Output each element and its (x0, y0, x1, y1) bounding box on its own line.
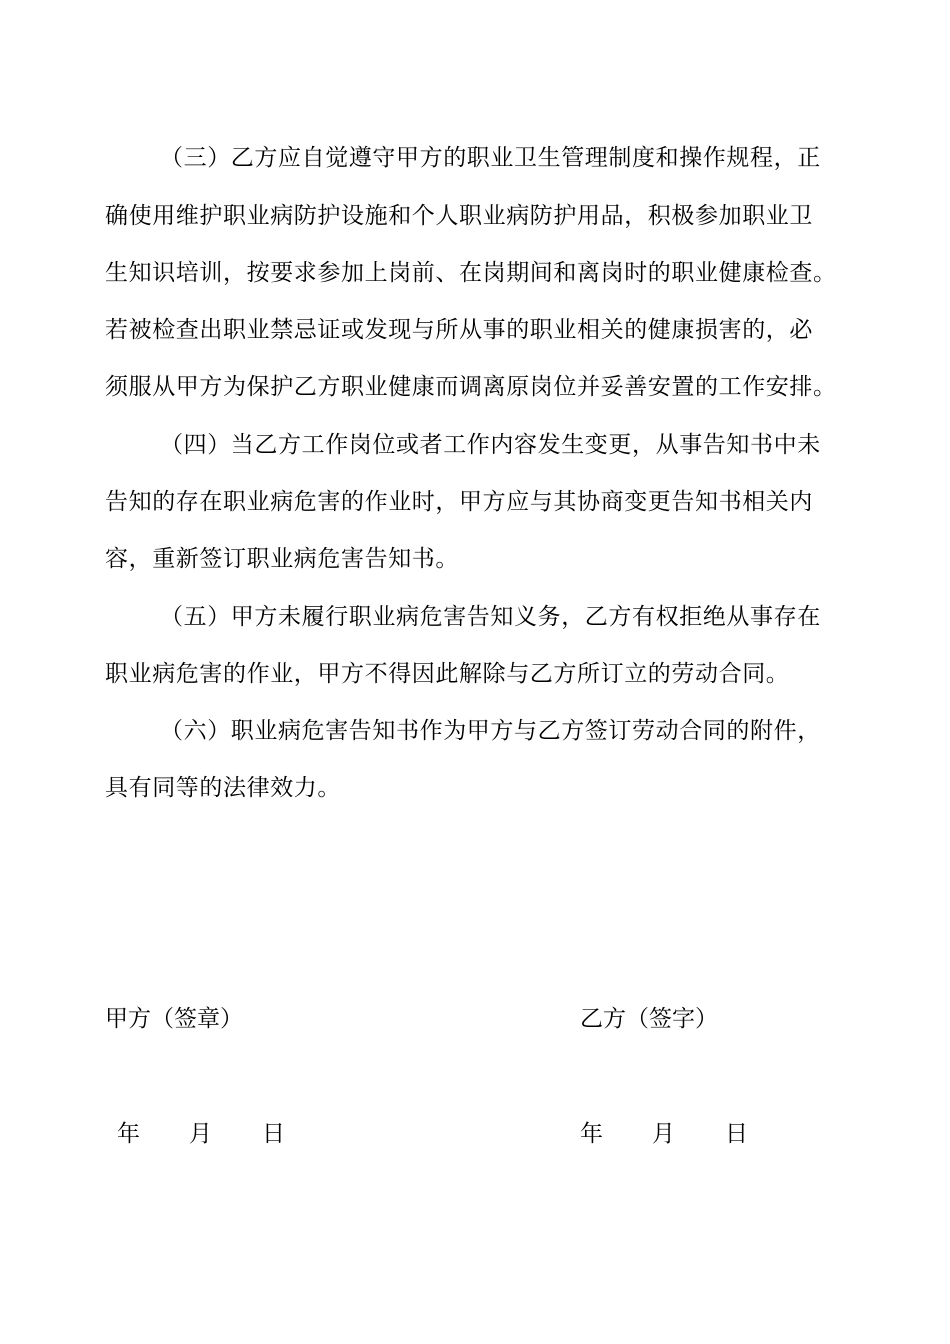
clause-4-line-2: 告知的存在职业病危害的作业时，甲方应与其协商变更告知书相关内 (105, 489, 813, 515)
clause-6-line-2: 具有同等的法律效力。 (105, 775, 341, 801)
clause-4-line-3: 容，重新签订职业病危害告知书。 (105, 546, 459, 572)
party-a-date-month: 月 (189, 1121, 212, 1147)
party-a-date-day: 日 (262, 1121, 285, 1147)
party-b-signature-label: 乙方（签字） (580, 1006, 718, 1032)
clause-3-line-4: 若被检查出职业禁忌证或发现与所从事的职业相关的健康损害的，必 (105, 317, 813, 343)
clause-3-line-2: 确使用维护职业病防护设施和个人职业病防护用品，积极参加职业卫 (105, 203, 813, 229)
party-b-date-year: 年 (580, 1121, 603, 1147)
party-b-date-month: 月 (652, 1121, 675, 1147)
party-a-signature-label: 甲方（签章） (105, 1006, 243, 1032)
party-b-date-day: 日 (725, 1121, 748, 1147)
party-a-date-year: 年 (117, 1121, 140, 1147)
clause-3-line-1: （三）乙方应自觉遵守甲方的职业卫生管理制度和操作规程，正 (160, 145, 821, 171)
clause-5-line-1: （五）甲方未履行职业病危害告知义务，乙方有权拒绝从事存在 (160, 604, 821, 630)
clause-6-line-1: （六）职业病危害告知书作为甲方与乙方签订劳动合同的附件， (160, 718, 821, 744)
clause-5-line-2: 职业病危害的作业，甲方不得因此解除与乙方所订立的劳动合同。 (105, 661, 790, 687)
clause-3-line-5: 须服从甲方为保护乙方职业健康而调离原岗位并妥善安置的工作安排。 (105, 374, 837, 400)
clause-3-line-3: 生知识培训，按要求参加上岗前、在岗期间和离岗时的职业健康检查。 (105, 260, 837, 286)
clause-4-line-1: （四）当乙方工作岗位或者工作内容发生变更，从事告知书中未 (160, 432, 821, 458)
